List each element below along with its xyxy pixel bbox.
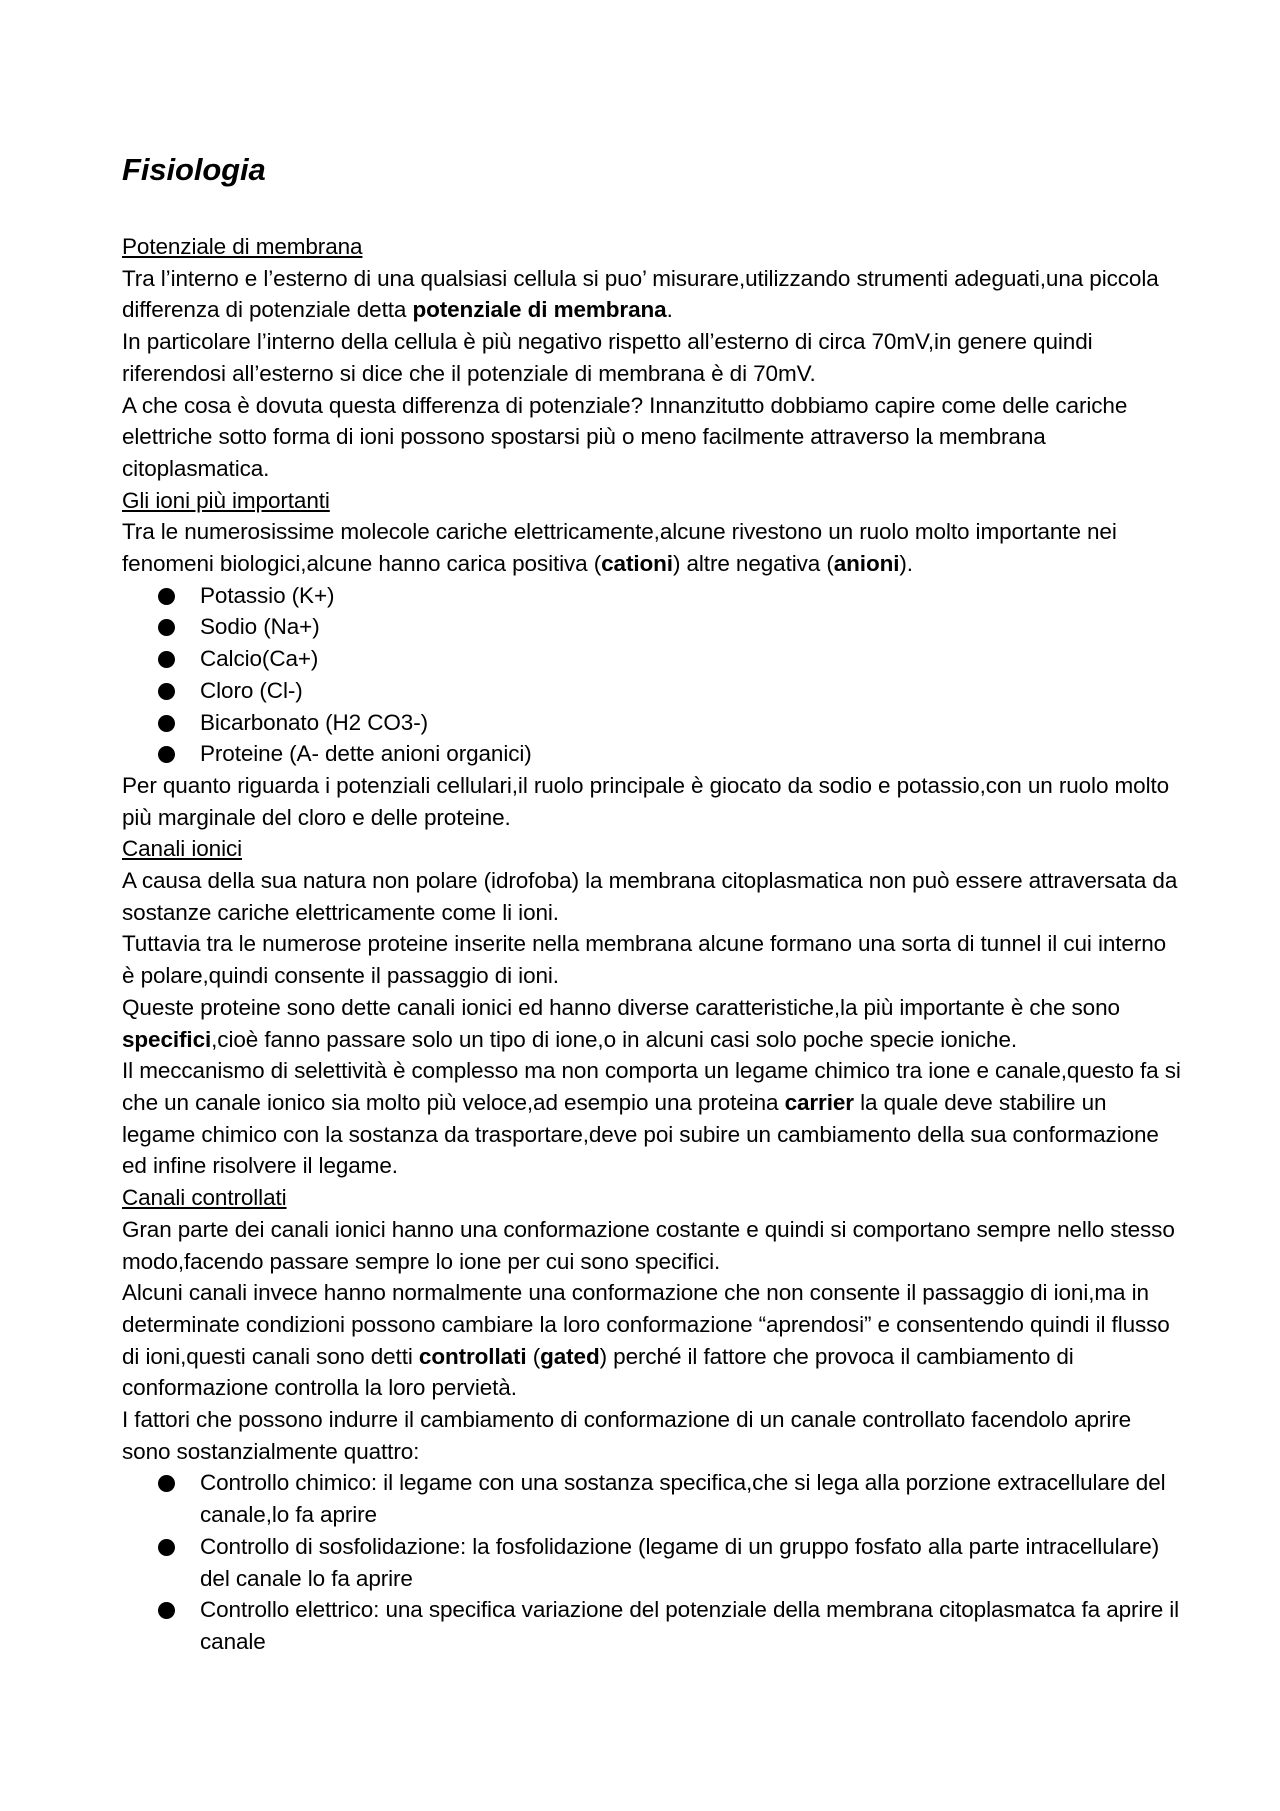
section-heading-ioni: Gli ioni più importanti xyxy=(122,487,330,513)
paragraph: A che cosa è dovuta questa differenza di potenziale? Innanzitutto dobbiamo capire come delle cariche elettriche sotto forma di ioni possono spostarsi più o meno facilmente attraverso la membrana citoplasmatica. xyxy=(122,392,1128,481)
section-heading-potenziale: Potenziale di membrana xyxy=(122,234,363,259)
bullet-icon xyxy=(158,683,175,700)
bullet-icon xyxy=(158,715,175,732)
bullet-icon xyxy=(158,588,175,605)
list-item: Controllo elettrico: una specifica variazione del potenziale della membrana citoplasmatca fa aprire il canale xyxy=(200,1594,1182,1657)
list-item: Controllo chimico: il legame con una sostanza specifica,che si lega alla porzione extracellulare del canale,lo fa aprire xyxy=(200,1467,1182,1530)
paragraph: Queste proteine sono dette canali ionici ed hanno diverse caratteristiche,la più importante è che sono specifici,cioè fanno passare solo un tipo di ione,o in alcuni casi solo poche specie ioniche. xyxy=(122,994,1120,1052)
document-body xyxy=(122,150,1182,1658)
list-item: Calcio(Ca+) xyxy=(200,643,1182,675)
section-heading-canali-ionici: Canali ionici xyxy=(122,836,243,862)
paragraph: Tuttavia tra le numerose proteine inserite nella membrana alcune formano una sorta di tunnel il cui interno è polare,quindi consente il passaggio di ioni. xyxy=(122,931,1167,989)
paragraph: Per quanto riguarda i potenziali cellulari,il ruolo principale è giocato da sodio e potassio,con un ruolo molto più marginale del cloro e delle proteine. xyxy=(122,772,1170,830)
bullet-icon xyxy=(158,746,175,763)
paragraph: Gran parte dei canali ionici hanno una conformazione costante e quindi si comportano sempre nello stesso modo,facendo passare sempre lo ione per cui sono specifici. xyxy=(122,1216,1175,1274)
paragraph: Tra l’interno e l’esterno di una qualsiasi cellula si puo’ misurare,utilizzando strumenti adeguati,una piccola differenza di potenziale detta potenziale di membrana. xyxy=(122,265,1159,323)
bullet-icon xyxy=(158,619,175,636)
bullet-icon xyxy=(158,651,175,668)
document-title: Fisiologia xyxy=(122,152,266,187)
paragraph: In particolare l’interno della cellula è più negativo rispetto all’esterno di circa 70mV,in genere quindi riferendosi all’esterno si dice che il potenziale di membrana è di 70mV. xyxy=(122,329,1093,386)
list-item: Cloro (Cl-) xyxy=(200,675,1182,707)
paragraph: Tra le numerosissime molecole cariche elettricamente,alcune rivestono un ruolo molto importante nei fenomeni biologici,alcune hanno carica positiva (cationi) altre negativa (anioni). xyxy=(122,519,1117,577)
section-heading-canali-controllati: Canali controllati xyxy=(122,1185,287,1211)
list-item: Controllo di sosfolidazione: la fosfolidazione (legame di un gruppo fosfato alla parte intracellulare) del canale lo fa aprire xyxy=(200,1531,1182,1594)
paragraph: Il meccanismo di selettività è complesso ma non comporta un legame chimico tra ione e canale,questo fa si che un canale ionico sia molto più veloce,ad esempio una proteina carrier la quale deve stabilire un legame chimico con la sostanza da trasportare,deve poi subire un cambiamento della sua conformazione ed infine risolvere il legame. xyxy=(122,1058,1181,1179)
list-item: Bicarbonato (H2 CO3-) xyxy=(200,707,1182,739)
paragraph: I fattori che possono indurre il cambiamento di conformazione di un canale controllato facendolo aprire sono sostanzialmente quattro: xyxy=(122,1407,1132,1464)
factor-list xyxy=(122,1467,1182,1657)
bullet-icon xyxy=(158,1602,175,1619)
list-item: Potassio (K+) xyxy=(200,580,1182,612)
bullet-icon xyxy=(158,1475,175,1492)
paragraph: A causa della sua natura non polare (idrofoba) la membrana citoplasmatica non può essere attraversata da sostanze cariche elettricamente come li ioni. xyxy=(122,868,1178,925)
list-item: Proteine (A- dette anioni organici) xyxy=(200,738,1182,770)
list-item: Sodio (Na+) xyxy=(200,611,1182,643)
ion-list xyxy=(122,580,1182,770)
bullet-icon xyxy=(158,1539,175,1556)
paragraph: Alcuni canali invece hanno normalmente una conformazione che non consente il passaggio di ioni,ma in determinate condizioni possono cambiare la loro conformazione “aprendosi” e consentendo quindi il flusso di ioni,questi canali sono detti controllati (gated) perché il fattore che provoca il cambiamento di conformazione controlla la loro pervietà. xyxy=(122,1280,1170,1401)
